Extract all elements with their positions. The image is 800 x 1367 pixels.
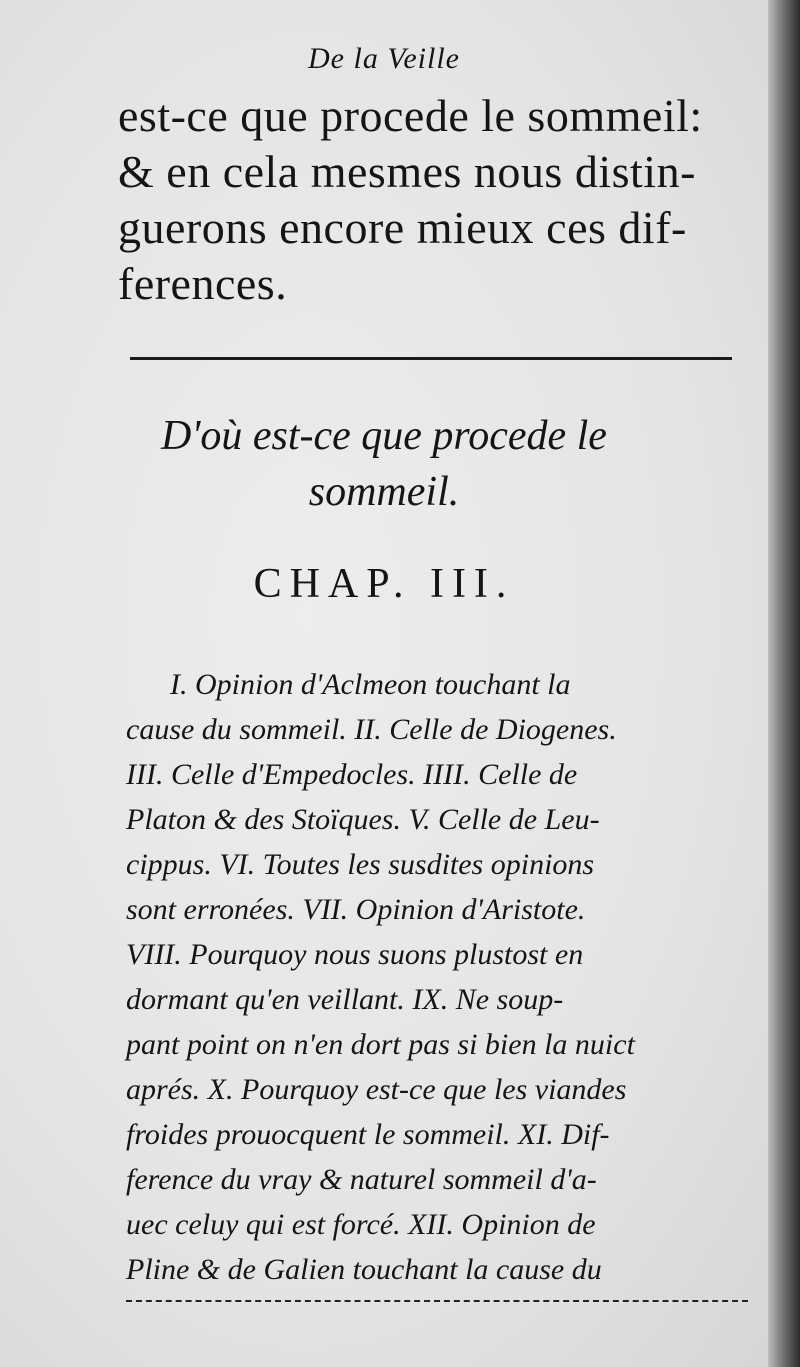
summary-line: uec celuy qui est forcé. XII. Opinion de <box>126 1208 596 1241</box>
chapter-title-line: D'où est-ce que procede le <box>161 413 607 459</box>
running-head: De la Veille <box>308 42 460 75</box>
summary-line: sont erronées. VII. Opinion d'Aristote. <box>126 893 586 926</box>
bottom-dashed-underline <box>126 1300 748 1302</box>
summary-line: pant point on n'en dort pas si bien la nuict <box>126 1028 635 1061</box>
body-line: & en cela mesmes nous distin- <box>118 146 696 197</box>
section-rule <box>130 357 732 360</box>
chapter-title-line: sommeil. <box>308 469 460 515</box>
chapter-summary <box>126 662 748 1292</box>
summary-line: froides prouocquent le sommeil. XI. Dif- <box>126 1118 610 1151</box>
summary-line: Pline & de Galien touchant la cause du <box>126 1253 602 1286</box>
summary-line: VIII. Pourquoy nous suons plustost en <box>126 938 584 971</box>
body-line: est-ce que procede le sommeil: <box>118 90 703 141</box>
summary-line: aprés. X. Pourquoy est-ce que les viandes <box>126 1073 627 1106</box>
summary-line: cause du sommeil. II. Celle de Diogenes. <box>126 713 617 746</box>
summary-line: dormant qu'en veillant. IX. Ne soup- <box>126 983 564 1016</box>
body-text <box>118 88 748 312</box>
body-line: ferences. <box>118 258 288 309</box>
summary-line: Platon & des Stoïques. V. Celle de Leu- <box>126 803 600 836</box>
body-line: guerons encore mieux ces dif- <box>118 202 687 253</box>
summary-line: cippus. VI. Toutes les susdites opinions <box>126 848 595 881</box>
summary-line: ference du vray & naturel sommeil d'a- <box>126 1163 597 1196</box>
chapter-title <box>0 408 768 520</box>
summary-line: III. Celle d'Empedocles. IIII. Celle de <box>126 758 578 791</box>
summary-line: I. Opinion d'Aclmeon touchant la <box>170 668 571 701</box>
chapter-number: CHAP. III. <box>253 561 515 607</box>
book-page-edge <box>768 0 800 1367</box>
